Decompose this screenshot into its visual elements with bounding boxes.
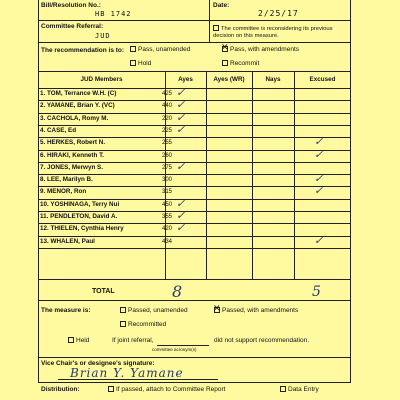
member-name: 4. CASE, Ed — [40, 126, 77, 134]
ayes-check-mark: ✓ — [176, 209, 186, 222]
table-row — [38, 186, 351, 198]
measure-held-checkbox[interactable] — [68, 337, 74, 343]
measure-passed-unamended-checkbox[interactable] — [120, 307, 126, 313]
joint-referral-input[interactable] — [157, 334, 209, 344]
ayes-check-mark: ✓ — [176, 98, 186, 112]
member-name: 2. YAMANE, Brian Y. (VC) — [40, 102, 115, 110]
member-ext: 220 — [161, 115, 172, 122]
rec-pass-amended-checkbox[interactable] — [222, 46, 228, 52]
table-row — [38, 110, 351, 125]
ayes-check-mark: ✓ — [176, 86, 186, 99]
member-ext: 440 — [161, 103, 172, 110]
member-ext: 355 — [161, 214, 172, 220]
member-name: 1. TOM, Terrance W.H. (C) — [40, 90, 117, 97]
col-members-header: JUD Members — [80, 76, 123, 83]
col-ayes-header: Ayes — [178, 76, 193, 83]
excused-check-mark: ✓ — [314, 172, 324, 186]
committee-value: JUD — [95, 32, 111, 40]
signature-value: Brian Y. Yamane — [70, 366, 184, 380]
rec-recommit-checkbox[interactable] — [222, 60, 228, 66]
reconsider-option[interactable]: The committee is reconsidering its previous decision on this measure. — [213, 26, 333, 39]
joint-referral-suffix: did not support recommendation. — [214, 337, 310, 344]
rec-recommit[interactable]: Recommit — [222, 60, 259, 67]
measure-recommitted-checkbox[interactable] — [120, 321, 126, 327]
member-ext: 450 — [161, 201, 172, 208]
member-name: 10. YOSHINAGA, Terry Nui — [40, 200, 120, 208]
member-name: 7. JONES, Merwyn S. — [40, 163, 103, 171]
total-ayes: 8 — [172, 282, 183, 301]
member-ext: 315 — [161, 189, 172, 196]
member-name: 13. WHALEN, Paul — [40, 237, 95, 245]
measure-recommitted[interactable]: Recommitted — [120, 321, 166, 328]
ayes-check-mark: ✓ — [176, 122, 186, 136]
date-label: Date: — [213, 2, 230, 9]
member-name: 5. HERKES, Robert N. — [40, 139, 106, 147]
signature-label: Vice Chair's or designee's signature: — [41, 360, 155, 367]
ayes-check-mark: ✓ — [176, 196, 186, 210]
member-name: 12. THIELEN, Cynthia Henry — [40, 225, 124, 233]
reconsider-checkbox[interactable] — [213, 25, 219, 31]
member-name: 11. PENDLETON, David A. — [40, 213, 118, 220]
table-row — [38, 100, 351, 112]
table-row — [38, 196, 351, 211]
ayes-check-mark: ✓ — [176, 221, 186, 235]
measure-label: The measure is: — [41, 307, 91, 314]
excused-check-mark: ✓ — [314, 233, 324, 247]
bill-number: HB 1742 — [95, 10, 132, 18]
member-name: 6. HIRAKI, Kenneth T. — [40, 151, 105, 159]
rec-hold[interactable]: Hold — [130, 60, 151, 67]
acronym-caption: committee acronym(s) — [152, 347, 197, 352]
distribution-label: Distribution: — [41, 386, 80, 393]
excused-check-mark: ✓ — [314, 147, 324, 161]
member-ext: 255 — [161, 140, 172, 147]
table-row — [38, 211, 351, 223]
excused-check-mark: ✓ — [314, 135, 324, 149]
member-name: 8. LEE, Marilyn B. — [40, 176, 93, 184]
distribution-passed[interactable]: If passed, attach to Committee Report — [108, 386, 225, 393]
rec-hold-checkbox[interactable] — [130, 60, 136, 66]
recommendation-label: The recommendation is to: — [41, 47, 125, 54]
measure-passed-amended[interactable]: ✕ Passed, with amendments — [214, 307, 298, 314]
member-name: 3. CACHOLA, Romy M. — [40, 114, 109, 122]
committee-label: Committee Referral: — [41, 23, 104, 30]
col-nays-header: Nays — [265, 76, 281, 83]
table-row — [38, 122, 351, 137]
distribution-data-entry-checkbox[interactable] — [280, 386, 286, 392]
total-label: TOTAL — [92, 288, 115, 295]
member-ext: 225 — [161, 127, 172, 134]
member-ext: 420 — [161, 226, 172, 233]
col-excused-header: Excused — [309, 76, 336, 83]
distribution-data-entry[interactable]: Data Entry — [280, 386, 319, 393]
ayes-check-mark: ✓ — [176, 110, 186, 124]
col-ayes-wr-header: Ayes (WR) — [213, 76, 245, 83]
measure-held[interactable]: Held — [68, 337, 89, 344]
table-row — [38, 159, 351, 174]
table-row — [38, 137, 351, 149]
table-row — [38, 174, 351, 186]
table-row — [38, 223, 351, 235]
member-ext: 260 — [161, 152, 172, 159]
total-excused: 5 — [312, 284, 321, 300]
member-ext: 434 — [161, 238, 172, 245]
rec-pass-amended[interactable]: ✕ Pass, with amendments — [222, 46, 299, 53]
rec-pass-unamended-checkbox[interactable] — [130, 46, 136, 52]
table-row — [38, 233, 351, 248]
bill-label: Bill/Resolution No.: — [41, 2, 101, 9]
distribution-passed-checkbox[interactable] — [108, 386, 114, 392]
measure-passed-unamended[interactable]: Passed, unamended — [120, 307, 188, 314]
member-ext: 425 — [161, 91, 172, 97]
table-row — [38, 147, 351, 162]
ayes-check-mark: ✓ — [176, 159, 186, 173]
joint-referral-text: If joint referral, — [112, 337, 154, 344]
date-value: 2/25/17 — [258, 9, 299, 18]
rec-pass-unamended[interactable]: Pass, unamended — [130, 46, 190, 53]
member-ext: 275 — [161, 164, 172, 171]
table-row — [38, 88, 351, 100]
member-name: 9. MENOR, Ron — [40, 188, 87, 196]
member-ext: 300 — [161, 177, 172, 184]
measure-passed-amended-checkbox[interactable] — [214, 307, 220, 313]
excused-check-mark: ✓ — [314, 184, 324, 198]
